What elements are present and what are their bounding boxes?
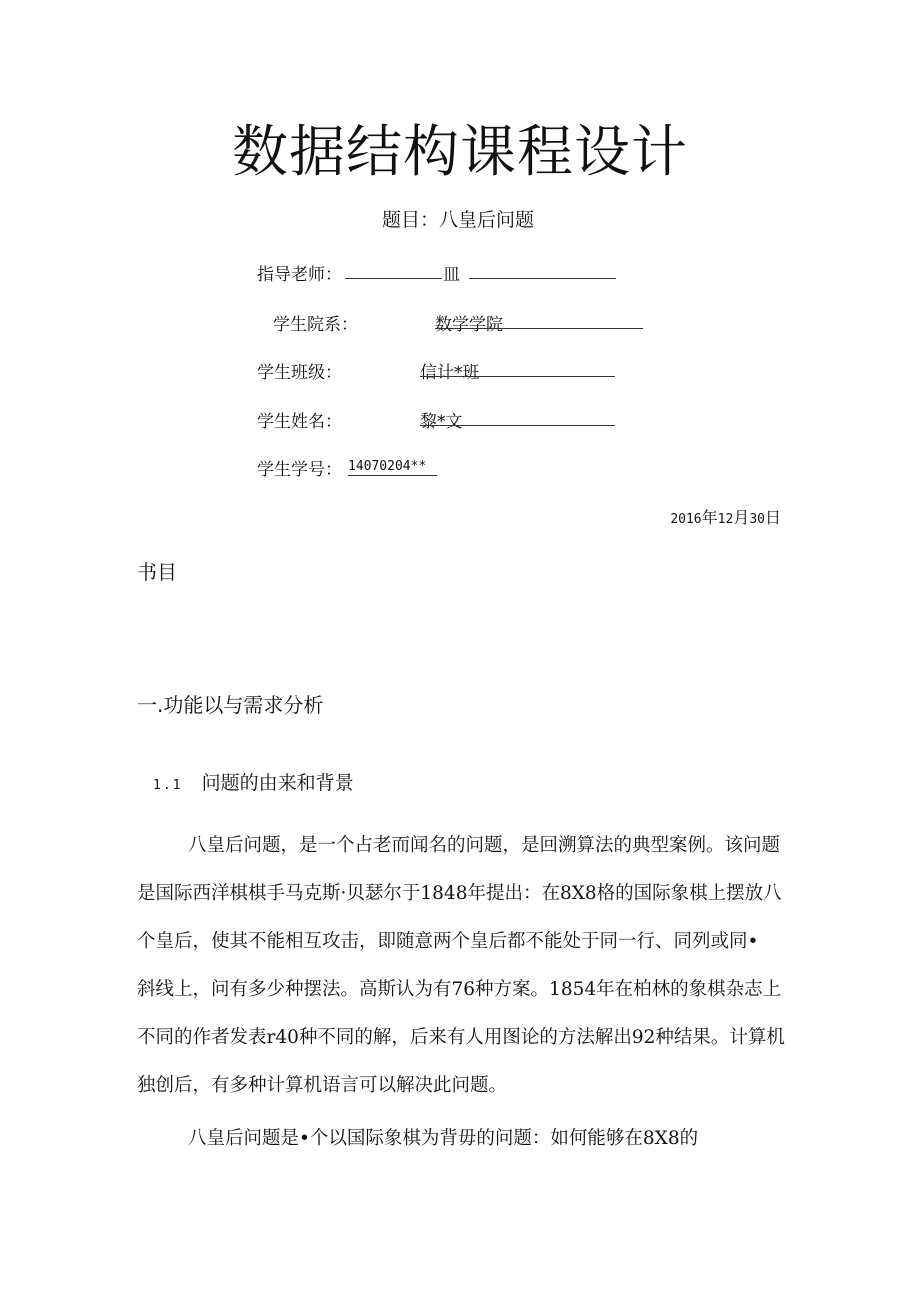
document-title: 数据结构课程设计 [232,120,688,185]
paragraph-line: 八皇后问题是•个以国际象棋为背毋的问题：如何能够在8X8的 [188,1128,699,1149]
advisor-underline-right [469,278,616,279]
advisor-value: 皿 [443,265,460,285]
student-id-underline [348,475,437,476]
name-label: 学生姓名： [257,412,342,432]
paragraph-line: 是国际西洋棋棋手马克斯·贝瑟尔于1848年提出：在8X8格的国际象棋上摆放八 [137,883,782,904]
date-month: 12 [717,512,734,527]
class-underline [420,376,615,377]
advisor-label: 指导老师： [257,265,342,285]
document-subtitle: 题目：八皇后问题 [381,209,534,231]
student-id-value: 14070204** [348,459,427,474]
date-year-unit: 年 [701,508,718,527]
department-label: 学生院系： [273,315,358,335]
document-date [670,505,781,528]
date-year: 2016 [670,512,702,527]
department-value: 数学学院 [435,315,503,335]
date-day-unit: 日 [764,508,781,527]
department-underline [435,328,643,329]
advisor-underline-left [345,278,442,279]
student-id-label: 学生学号： [257,460,342,480]
class-label: 学生班级： [257,363,342,383]
subsection-heading [153,768,354,795]
subsection-number: 1.1 [153,778,183,793]
paragraph-line: 个皇后，使其不能相互攻击，即随意两个皇后都不能处于同一行、同列或同• [137,931,759,952]
paragraph-line: 不同的作者发表r40种不同的解，后来有人用图论的方法解出92种结果。计算机 [137,1027,785,1048]
paragraph-line: 独创后，有多种计算机语言可以解决此问题。 [137,1075,508,1096]
class-value: 信计*班 [420,363,480,383]
date-day: 30 [749,512,765,527]
toc-heading: 书目 [137,560,177,584]
date-month-unit: 月 [733,508,750,527]
paragraph-line: 斜线上，问有多少种摆法。高斯认为有76种方案。1854年在柏林的象棋杂志上 [137,979,782,1000]
name-underline [420,425,615,426]
paragraph-line: 八皇后问题，是一个占老而闻名的问题，是回溯算法的典型案例。该问题 [188,835,781,856]
subsection-title: 问题的由来和背景 [201,772,354,794]
section-heading: 一.功能以与需求分析 [137,693,324,717]
name-value: 黎*文 [420,412,463,432]
